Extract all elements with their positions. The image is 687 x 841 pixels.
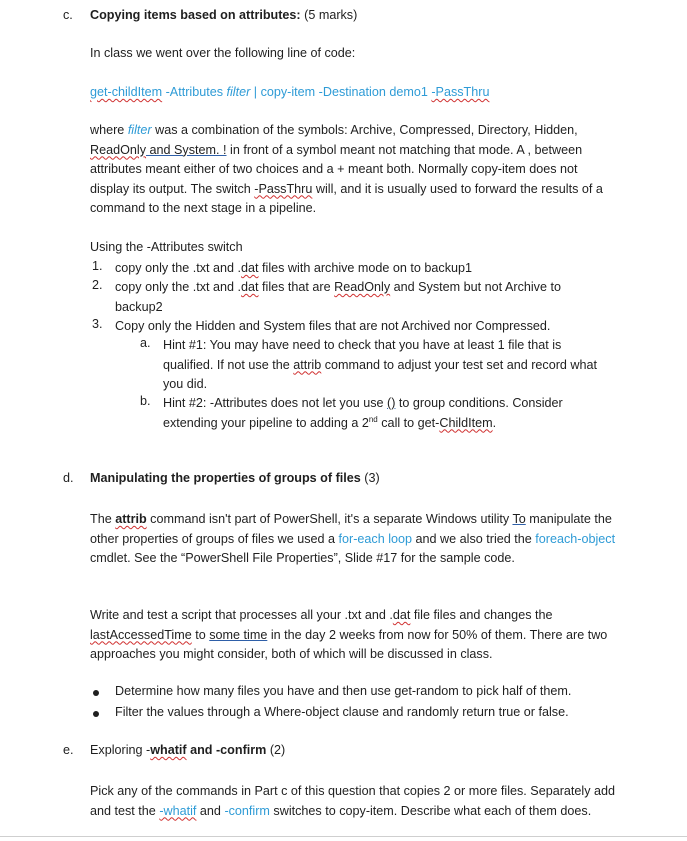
d2-dat: dat <box>392 608 411 622</box>
hint2-sup: nd <box>368 414 378 424</box>
section-d-marks: (3) <box>364 471 380 485</box>
d2-g: in the day 2 weeks from now for 50% of them. There are two approaches you might consider, both of which will be discussed in class. <box>90 627 608 661</box>
bullet-1-marker <box>93 690 99 696</box>
d1-foreach-object: foreach-object <box>535 531 616 546</box>
desc-text-a: where <box>90 123 128 137</box>
hint2-a: Hint #2: -Attributes does not let you use <box>163 396 388 410</box>
section-e-title <box>90 743 285 757</box>
section-c-letter: c. <box>63 8 73 22</box>
code-get-childitem: get-childItem <box>90 85 163 99</box>
section-e-letter: e. <box>63 743 74 757</box>
section-c-using: Using the -Attributes switch <box>90 240 243 254</box>
e-title-a: Exploring - <box>90 743 151 757</box>
section-c-title <box>90 8 357 22</box>
section-c-title-text: Copying items based on attributes: <box>90 8 301 22</box>
e-c: and <box>196 803 225 818</box>
section-e-paragraph <box>90 782 618 821</box>
item2-readonly: ReadOnly <box>334 280 391 294</box>
section-d-paragraph-1 <box>90 510 618 569</box>
section-c-marks: (5 marks) <box>304 8 358 22</box>
e-title-whatif: whatif <box>150 743 187 757</box>
desc-system: and System. <box>146 142 220 157</box>
e-a: Pick any of the commands in Part c of this question that copies 2 or more files. Separately add and test the <box>90 784 616 818</box>
bullet-2-marker <box>93 711 99 717</box>
hint2-c: to group conditions. Consider extending your pipeline to adding a 2 <box>163 396 563 430</box>
code-copy-item: | copy-item -Destination demo1 <box>250 85 432 99</box>
list-item-2 <box>115 278 605 317</box>
section-d-paragraph-2 <box>90 606 618 665</box>
hint2-childitem: ChildItem <box>439 415 493 430</box>
d2-some-time: some time <box>209 627 268 642</box>
hint-1-number: a. <box>140 336 151 350</box>
d2-a: Write and test a script that processes all your .txt and . <box>90 608 393 622</box>
code-filter: filter <box>226 85 251 99</box>
d1-attrib: attrib <box>115 512 147 526</box>
code-line <box>90 85 489 99</box>
section-c-description <box>90 121 618 219</box>
page-bottom-divider <box>0 836 687 837</box>
list-item-3-number: 3. <box>92 317 103 331</box>
d2-c: file files and changes the <box>410 608 553 622</box>
e-confirm: -confirm <box>224 803 270 818</box>
item2-dat: dat <box>241 280 259 294</box>
section-e-marks: (2) <box>269 743 286 757</box>
code-passthru: -PassThru <box>431 85 490 99</box>
desc-readonly: ReadOnly <box>90 142 147 157</box>
d1-a: The <box>90 512 116 526</box>
hint-2 <box>163 394 613 433</box>
e-whatif: -whatif <box>159 803 197 818</box>
desc-filter: filter <box>127 123 152 137</box>
bullet-2: Filter the values through a Where-object clause and randomly return true or false. <box>115 705 569 719</box>
item1-a: copy only the .txt and . <box>115 261 242 275</box>
desc-passthru: -PassThru <box>254 181 313 196</box>
d1-to: To <box>512 512 526 526</box>
code-attributes: -Attributes <box>162 85 227 99</box>
section-d-title <box>90 471 380 485</box>
item2-c: files that are <box>258 280 335 294</box>
d1-c: command isn't part of PowerShell, it's a separate Windows utility <box>146 512 513 526</box>
hint1-attrib: attrib <box>293 357 322 372</box>
bullet-1: Determine how many files you have and then use get-random to pick half of them. <box>115 684 572 698</box>
d1-for-each-loop: for-each loop <box>338 531 413 546</box>
list-item-1 <box>115 259 605 279</box>
item1-c: files with archive mode on to backup1 <box>258 261 473 275</box>
desc-text-c: was a combination of the symbols: Archive, Compressed, Directory, Hidden, <box>151 123 578 137</box>
item2-e: and System but not Archive to backup2 <box>115 280 561 314</box>
item3-a: Copy only the Hidden and System files that are not Archived nor Compressed. <box>115 319 551 333</box>
e-e: switches to copy-item. Describe what each of them does. <box>269 803 592 818</box>
section-d-title-text: Manipulating the properties of groups of files <box>90 471 361 485</box>
list-item-2-number: 2. <box>92 278 103 292</box>
desc-text-g: in front of a symbol meant not matching that mode. A , between attributes meant either of two choices and a + meant both. Normally copy-item does not display its output. The switch <box>90 142 583 196</box>
d1-i: cmdlet. See the “PowerShell File Properties”, Slide #17 for the sample code. <box>90 551 515 565</box>
hint1-a: Hint #1: You may have need to check that you have at least 1 file that is qualified. If not use the <box>163 338 562 372</box>
section-d-letter: d. <box>63 471 74 485</box>
hint2-parens: () <box>387 396 396 410</box>
desc-text-i: will, and it is usually used to forward the results of a command to the next stage in a pipeline. <box>90 181 603 215</box>
list-item-3 <box>115 317 605 337</box>
d1-g: and we also tried the <box>412 531 536 546</box>
item1-dat: dat <box>241 261 259 275</box>
item2-a: copy only the .txt and . <box>115 280 242 294</box>
d2-lastaccessedtime: lastAccessedTime <box>90 627 192 642</box>
section-c-intro: In class we went over the following line of code: <box>90 46 356 60</box>
d2-e: to <box>191 627 210 642</box>
hint-2-number: b. <box>140 394 151 408</box>
e-title-confirm: and -confirm <box>186 743 267 757</box>
hint2-f: . <box>492 415 497 430</box>
hint-1 <box>163 336 613 395</box>
d1-e: manipulate the other properties of groups of files we used a <box>90 512 612 546</box>
desc-bang: ! <box>219 142 227 157</box>
hint2-d: call to get- <box>377 415 440 430</box>
list-item-1-number: 1. <box>92 259 103 273</box>
hint1-c: command to adjust your test set and record what you did. <box>163 357 598 391</box>
